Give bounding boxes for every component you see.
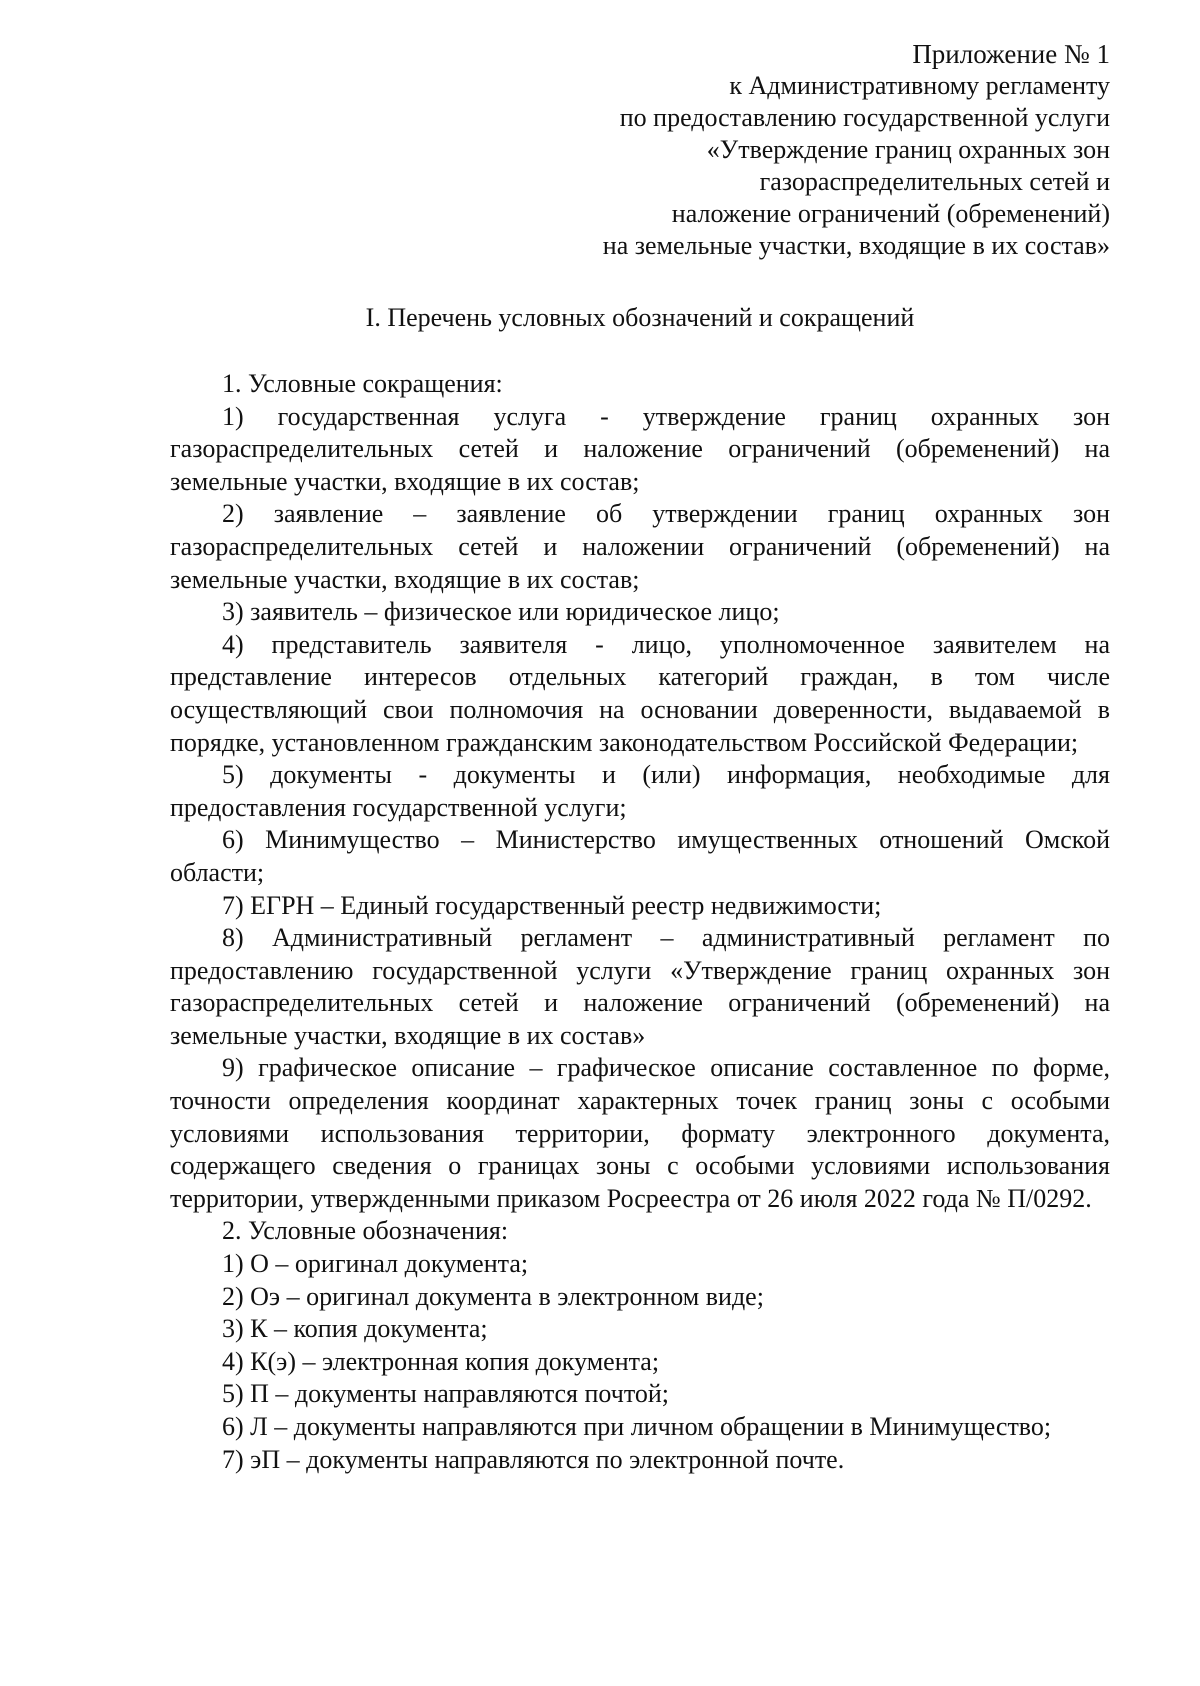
- symbol-item: 7) эП – документы направляются по электронной почте.: [222, 1444, 845, 1474]
- appendix-header-line: на земельные участки, входящие в их состав»: [602, 231, 1110, 260]
- symbol-item: 2) Оэ – оригинал документа в электронном виде;: [222, 1281, 764, 1311]
- symbol-item: 6) Л – документы направляются при личном обращении в Минимущество;: [222, 1412, 1052, 1441]
- appendix-header-line: к Административному регламенту: [729, 71, 1110, 100]
- abbreviation-item: 1) государственная услуга - утверждение границ охранных зон газораспределительных сетей и наложение ограничений (обременений) на земельные участки, входящие в их состав;: [170, 401, 1110, 496]
- abbreviation-item: 9) графическое описание – графическое описание составленное по форме, точности определения координат характерных точек границ зоны с особыми условиями использования территории, формату электронного документа, содержащего сведения о границах зоны с особыми условиями использования территории, утвержденными приказом Росреестра от 26 июля 2022 года № П/0292.: [170, 1053, 1110, 1213]
- document-body: [170, 368, 1110, 1476]
- abbreviation-item: 7) ЕГРН – Единый государственный реестр недвижимости;: [222, 890, 882, 920]
- section-title: I. Перечень условных обозначений и сокращений: [365, 303, 915, 332]
- appendix-header-line: газораспределительных сетей и: [759, 167, 1110, 196]
- abbreviations-heading: 1. Условные сокращения:: [222, 369, 503, 398]
- appendix-header-line: по предоставлению государственной услуги: [619, 103, 1110, 132]
- abbreviation-item: 3) заявитель – физическое или юридическое лицо;: [222, 597, 780, 627]
- abbreviation-item: 4) представитель заявителя - лицо, уполномоченное заявителем на представление интересов отдельных категорий граждан, в том числе осуществляющий свои полномочия на основании доверенности, выдаваемой в порядке, установленном гражданским законодательством Российской Федерации;: [170, 629, 1110, 757]
- symbols-heading: 2. Условные обозначения:: [222, 1216, 509, 1246]
- abbreviation-item: 6) Минимущество – Министерство имущественных отношений Омской области;: [170, 825, 1110, 887]
- appendix-number: Приложение № 1: [912, 39, 1110, 69]
- abbreviation-item: 2) заявление – заявление об утверждении границ охранных зон газораспределительных сетей и наложении ограничений (обременений) на земельные участки, входящие в их состав;: [170, 499, 1110, 594]
- abbreviation-item: 8) Административный регламент – административный регламент по предоставлению государственной услуги «Утверждение границ охранных зон газораспределительных сетей и наложение ограничений (обременений) на земельные участки, входящие в их состав»: [170, 923, 1110, 1050]
- appendix-header: [410, 38, 1110, 262]
- appendix-header-line: наложение ограничений (обременений): [671, 199, 1110, 228]
- abbreviation-item: 5) документы - документы и (или) информация, необходимые для предоставления государственной услуги;: [170, 760, 1110, 822]
- symbol-item: 4) К(э) – электронная копия документа;: [222, 1346, 660, 1376]
- symbol-item: 5) П – документы направляются почтой;: [222, 1379, 669, 1409]
- symbol-item: 1) О – оригинал документа;: [222, 1249, 529, 1279]
- symbol-item: 3) К – копия документа;: [222, 1314, 488, 1344]
- appendix-header-line: «Утверждение границ охранных зон: [706, 135, 1110, 164]
